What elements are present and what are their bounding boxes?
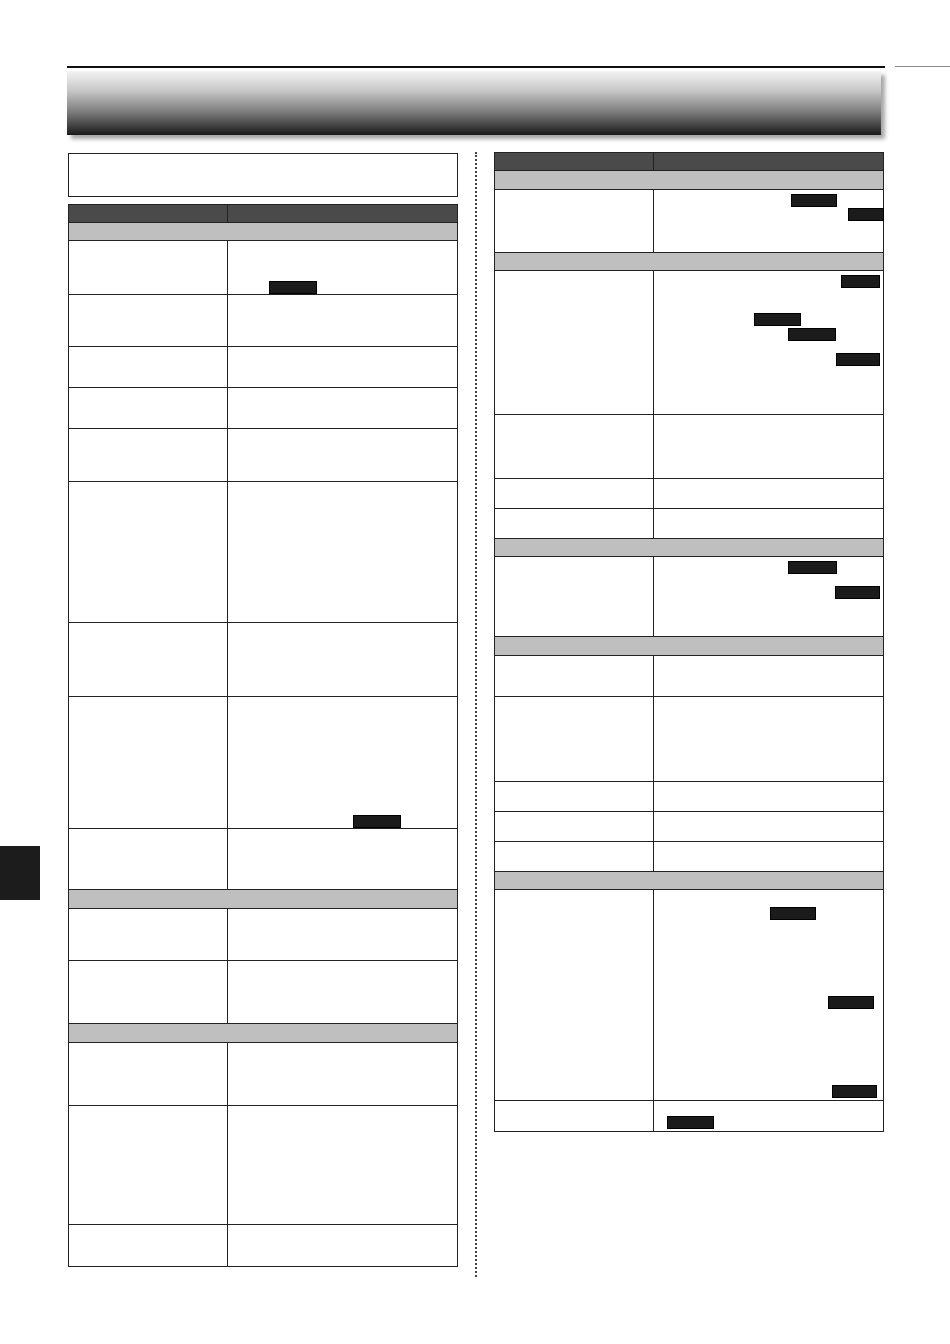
table-header	[495, 152, 883, 171]
row-item	[495, 509, 654, 538]
row-text	[654, 190, 883, 252]
row-text	[654, 271, 883, 414]
row-item	[69, 829, 228, 889]
table-row	[69, 347, 457, 388]
row-item	[495, 812, 654, 841]
chapter-side-tab	[0, 846, 40, 900]
row-text	[228, 1225, 457, 1266]
row-item	[495, 1101, 654, 1131]
row-text	[228, 429, 457, 481]
row-item	[69, 241, 228, 294]
table-row	[495, 656, 883, 697]
row-text	[228, 388, 457, 428]
table-row	[69, 482, 457, 623]
reference-tag	[848, 208, 884, 221]
table-row	[495, 782, 883, 812]
reference-tag	[836, 353, 880, 366]
reference-tag	[791, 194, 837, 207]
troubleshooting-table-right	[494, 152, 884, 1132]
table-row	[69, 429, 457, 482]
reference-tag	[770, 907, 816, 920]
table-row	[495, 842, 883, 872]
row-text	[654, 782, 883, 811]
column-divider	[475, 152, 477, 1277]
row-item	[69, 961, 228, 1023]
page-title-banner	[67, 71, 881, 135]
row-text	[228, 1043, 457, 1105]
table-row	[69, 1225, 457, 1267]
table-row	[495, 509, 883, 539]
row-text	[654, 842, 883, 871]
reference-tag	[828, 996, 874, 1009]
row-item	[69, 429, 228, 481]
row-text	[228, 909, 457, 960]
table-row	[69, 241, 457, 295]
row-item	[495, 271, 654, 414]
row-text	[228, 295, 457, 346]
row-item	[495, 557, 654, 636]
table-row	[495, 271, 883, 415]
table-row	[495, 812, 883, 842]
row-item	[495, 415, 654, 478]
section-bar	[69, 890, 457, 909]
row-item	[69, 388, 228, 428]
row-text	[228, 347, 457, 387]
table-row	[495, 190, 883, 253]
reference-tag	[353, 815, 401, 828]
row-text	[228, 241, 457, 294]
header-problem	[69, 205, 228, 222]
reference-tag	[841, 275, 880, 288]
intro-note-box	[68, 153, 458, 197]
top-rule	[67, 66, 885, 68]
row-text	[654, 697, 883, 781]
section-bar	[495, 253, 883, 271]
section-bar	[495, 171, 883, 190]
table-row	[69, 388, 457, 429]
section-bar	[69, 1024, 457, 1043]
row-text	[654, 415, 883, 478]
reference-tag	[835, 586, 880, 599]
table-header	[69, 204, 457, 223]
reference-tag	[832, 1085, 877, 1098]
row-text	[654, 812, 883, 841]
row-item	[69, 1106, 228, 1224]
row-item	[69, 697, 228, 828]
section-bar	[495, 539, 883, 557]
table-row	[69, 909, 457, 961]
row-text	[654, 509, 883, 538]
table-row	[69, 697, 457, 829]
row-item	[495, 190, 654, 252]
table-row	[495, 557, 883, 637]
table-row	[495, 479, 883, 509]
row-text	[228, 829, 457, 889]
table-row	[495, 697, 883, 782]
row-text	[228, 1106, 457, 1224]
header-solution	[654, 153, 883, 170]
table-row	[69, 623, 457, 697]
row-text	[654, 479, 883, 508]
table-row	[69, 295, 457, 347]
row-item	[69, 482, 228, 622]
row-item	[69, 347, 228, 387]
table-row	[69, 829, 457, 890]
row-item	[69, 623, 228, 696]
table-row	[495, 1101, 883, 1132]
row-text	[654, 656, 883, 696]
row-text	[654, 890, 883, 1100]
reference-tag	[788, 561, 837, 574]
row-item	[69, 1043, 228, 1105]
row-text	[654, 1101, 883, 1131]
row-item	[495, 697, 654, 781]
top-rule-right	[895, 66, 950, 67]
row-text	[228, 482, 457, 622]
row-item	[495, 479, 654, 508]
table-row	[495, 890, 883, 1101]
row-item	[495, 842, 654, 871]
row-text	[654, 557, 883, 636]
header-solution	[228, 205, 457, 222]
row-item	[495, 890, 654, 1100]
row-item	[69, 295, 228, 346]
table-row	[69, 1043, 457, 1106]
section-bar	[495, 872, 883, 890]
row-item	[69, 1225, 228, 1266]
reference-tag	[269, 281, 317, 294]
row-item	[495, 656, 654, 696]
reference-tag	[788, 328, 836, 341]
row-text	[228, 623, 457, 696]
section-bar	[495, 637, 883, 656]
table-row	[495, 415, 883, 479]
row-text	[228, 961, 457, 1023]
troubleshooting-table-left	[68, 204, 458, 1267]
row-item	[495, 782, 654, 811]
table-row	[69, 1106, 457, 1225]
reference-tag	[667, 1116, 714, 1129]
row-item	[69, 909, 228, 960]
header-problem	[495, 153, 654, 170]
reference-tag	[754, 313, 801, 326]
section-bar	[69, 223, 457, 241]
table-row	[69, 961, 457, 1024]
row-text	[228, 697, 457, 828]
